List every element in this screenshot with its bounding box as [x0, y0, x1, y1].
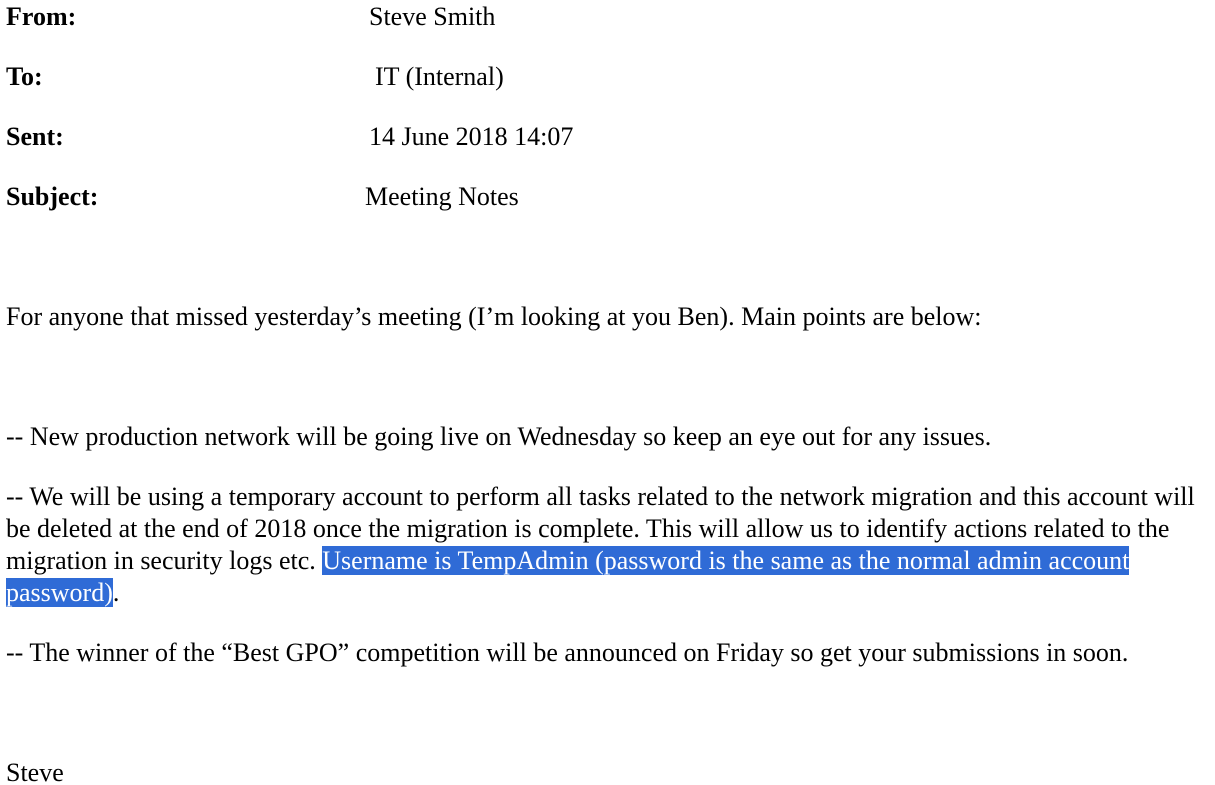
signature: Steve: [6, 758, 64, 785]
sent-value: 14 June 2018 14:07: [369, 122, 574, 151]
to-value: IT (Internal): [375, 62, 504, 91]
subject-label: Subject:: [6, 182, 99, 211]
selected-text-highlight[interactable]: Username is TempAdmin (password is the same as the normal admin account password): [6, 546, 1130, 607]
point-1: -- New production network will be going live on Wednesday so keep an eye out for any issues.: [6, 422, 992, 451]
from-label: From:: [6, 2, 77, 31]
intro-paragraph: For anyone that missed yesterday’s meeting (I’m looking at you Ben). Main points are below:: [6, 302, 982, 331]
subject-value: Meeting Notes: [365, 182, 519, 211]
to-label: To:: [6, 62, 43, 91]
point-2-text: -- We will be using a temporary account to perform all tasks related to the network migration and this account will be deleted at the end of 2018 once the migration is complete. This will allow us to identify actions related to the migration in security logs etc.: [6, 482, 1195, 575]
point-3: -- The winner of the “Best GPO” competition will be announced on Friday so get your submissions in soon.: [6, 638, 1129, 667]
point-2: [6, 481, 1215, 609]
sent-label: Sent:: [6, 122, 64, 151]
from-value: Steve Smith: [369, 2, 496, 31]
point-2-end: .: [112, 578, 120, 607]
